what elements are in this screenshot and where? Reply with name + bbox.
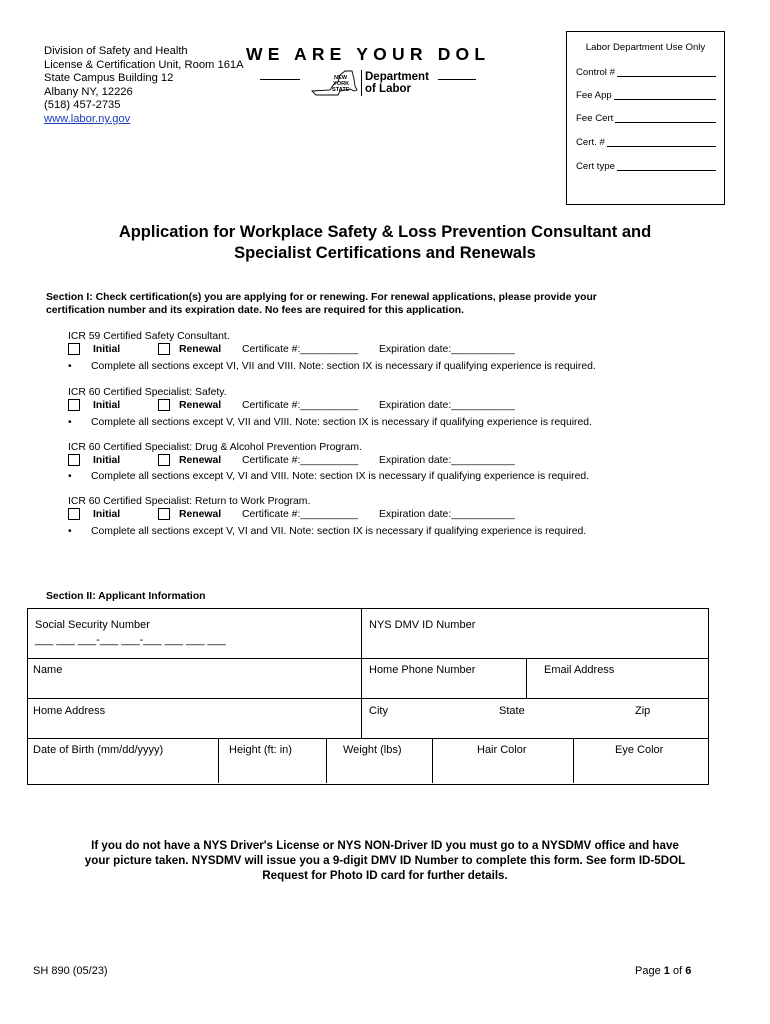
certificate-number-field[interactable]: Certificate #:__________	[242, 400, 359, 411]
address-line-3: State Campus Building 12	[44, 72, 174, 85]
cert-note: • Complete all sections except V, VI and VII. Note: section IX is necessary if qualifying experience is required.	[68, 526, 587, 537]
cert-name: ICR 60 Certified Specialist: Drug & Alcohol Prevention Program.	[68, 442, 362, 453]
eye-color-label: Eye Color	[615, 744, 664, 756]
cert-icr59-consultant: ICR 59 Certified Safety Consultant. Initial Renewal Certificate #:__________ Expiration date:___________	[68, 331, 515, 355]
initial-checkbox[interactable]	[68, 343, 80, 355]
ny-state-map-icon	[310, 69, 360, 97]
renewal-checkbox[interactable]	[158, 508, 170, 520]
cert-icr60-safety: ICR 60 Certified Specialist: Safety. Initial Renewal Certificate #:__________ Expiration date:___________	[68, 387, 515, 411]
certificate-number-field[interactable]: Certificate #:__________	[242, 455, 359, 466]
applicant-info-table	[27, 608, 709, 785]
weight-label: Weight (lbs)	[343, 744, 402, 756]
renewal-checkbox[interactable]	[158, 343, 170, 355]
ssn-input[interactable]: ___ ___ ___-___ ___-___ ___ ___ ___	[35, 634, 226, 646]
cert-note: • Complete all sections except V, VI and VIII. Note: section IX is necessary if qualifying experience is required.	[68, 471, 590, 482]
agency-address	[44, 45, 244, 127]
office-use-box	[566, 31, 725, 205]
initial-checkbox[interactable]	[68, 399, 80, 411]
expiration-date-field[interactable]: Expiration date:___________	[379, 400, 515, 411]
logo-state-word-2: YORK	[333, 81, 350, 87]
expiration-date-field[interactable]: Expiration date:___________	[379, 509, 515, 520]
office-use-title: Labor Department Use Only	[585, 42, 706, 53]
email-label: Email Address	[544, 664, 615, 676]
form-id: SH 890 (05/23)	[33, 965, 108, 977]
height-label: Height (ft: in)	[229, 744, 292, 756]
cert-type-field[interactable]: Cert type	[576, 161, 716, 172]
renewal-checkbox[interactable]	[158, 454, 170, 466]
state-label: State	[499, 705, 525, 717]
ssn-label: Social Security Number	[35, 619, 150, 631]
initial-checkbox[interactable]	[68, 454, 80, 466]
city-label: City	[369, 705, 388, 717]
renewal-checkbox[interactable]	[158, 399, 170, 411]
cert-number-field[interactable]: Cert. #	[576, 137, 716, 148]
page-title: Application for Workplace Safety & Loss Prevention Consultant and Specialist Certifications and Renewals	[118, 223, 652, 262]
address-line-1: Division of Safety and Health	[44, 45, 188, 57]
zip-label: Zip	[635, 705, 651, 717]
cert-name: ICR 60 Certified Specialist: Return to Work Program.	[68, 496, 311, 507]
cert-note: • Complete all sections except V, VII and VIII. Note: section IX is necessary if qualifying experience is required.	[68, 417, 592, 428]
address-line-2: License & Certification Unit, Room 161A	[44, 58, 244, 71]
fee-app-field[interactable]: Fee App	[576, 90, 716, 101]
dmv-notice: If you do not have a NYS Driver's License or NYS NON-Driver ID you must go to a NYSDMV office and have your picture taken. NYSDMV will issue you a 9-digit DMV ID Number to complete this form. See form ID-5DOL Request for Photo ID card for further details.	[84, 839, 686, 882]
dmv-id-label: NYS DMV ID Number	[369, 619, 476, 631]
certificate-number-field[interactable]: Certificate #:__________	[242, 344, 359, 355]
initial-checkbox[interactable]	[68, 508, 80, 520]
home-address-label: Home Address	[33, 705, 106, 717]
address-phone: (518) 457-2735	[44, 99, 121, 112]
logo-of-labor: of Labor	[365, 83, 411, 95]
name-label: Name	[33, 664, 63, 676]
dob-label: Date of Birth (mm/dd/yyyy)	[33, 744, 164, 756]
certificate-number-field[interactable]: Certificate #:__________	[242, 509, 359, 520]
cert-note: • Complete all sections except VI, VII and VIII. Note: section IX is necessary if qualifying experience is required.	[68, 361, 596, 372]
fee-cert-field[interactable]: Fee Cert	[576, 113, 716, 124]
page-number: Page 1 of 6	[635, 965, 692, 977]
tagline: WE ARE YOUR DOL	[246, 44, 491, 64]
address-line-4: Albany NY, 12226	[44, 85, 133, 98]
logo-state-word-3: STATE	[332, 87, 350, 93]
cert-name: ICR 60 Certified Specialist: Safety.	[68, 387, 227, 398]
section-1-heading: Section I: Check certification(s) you are applying for or renewing. For renewal applications, please provide your certification number and its expiration date. No fees are required for this application.	[46, 292, 597, 316]
logo-state-word-1: NEW	[334, 75, 348, 81]
expiration-date-field[interactable]: Expiration date:___________	[379, 455, 515, 466]
nys-dol-logo	[260, 69, 480, 99]
control-number-field[interactable]: Control #	[576, 67, 716, 78]
cert-icr60-return-to-work: ICR 60 Certified Specialist: Return to Work Program. Initial Renewal Certificate #:__________ Expiration date:___________	[68, 496, 515, 520]
home-phone-label: Home Phone Number	[369, 664, 476, 676]
section-2-heading: Section II: Applicant Information	[46, 591, 206, 602]
logo-department: Department	[365, 71, 429, 83]
cert-name: ICR 59 Certified Safety Consultant.	[68, 331, 230, 342]
expiration-date-field[interactable]: Expiration date:___________	[379, 344, 515, 355]
hair-color-label: Hair Color	[477, 744, 527, 756]
cert-icr60-drug-alcohol: ICR 60 Certified Specialist: Drug & Alcohol Prevention Program. Initial Renewal Certificate #:__________ Expiration date:___________	[68, 442, 515, 466]
website-link[interactable]: www.labor.ny.gov	[44, 112, 131, 125]
